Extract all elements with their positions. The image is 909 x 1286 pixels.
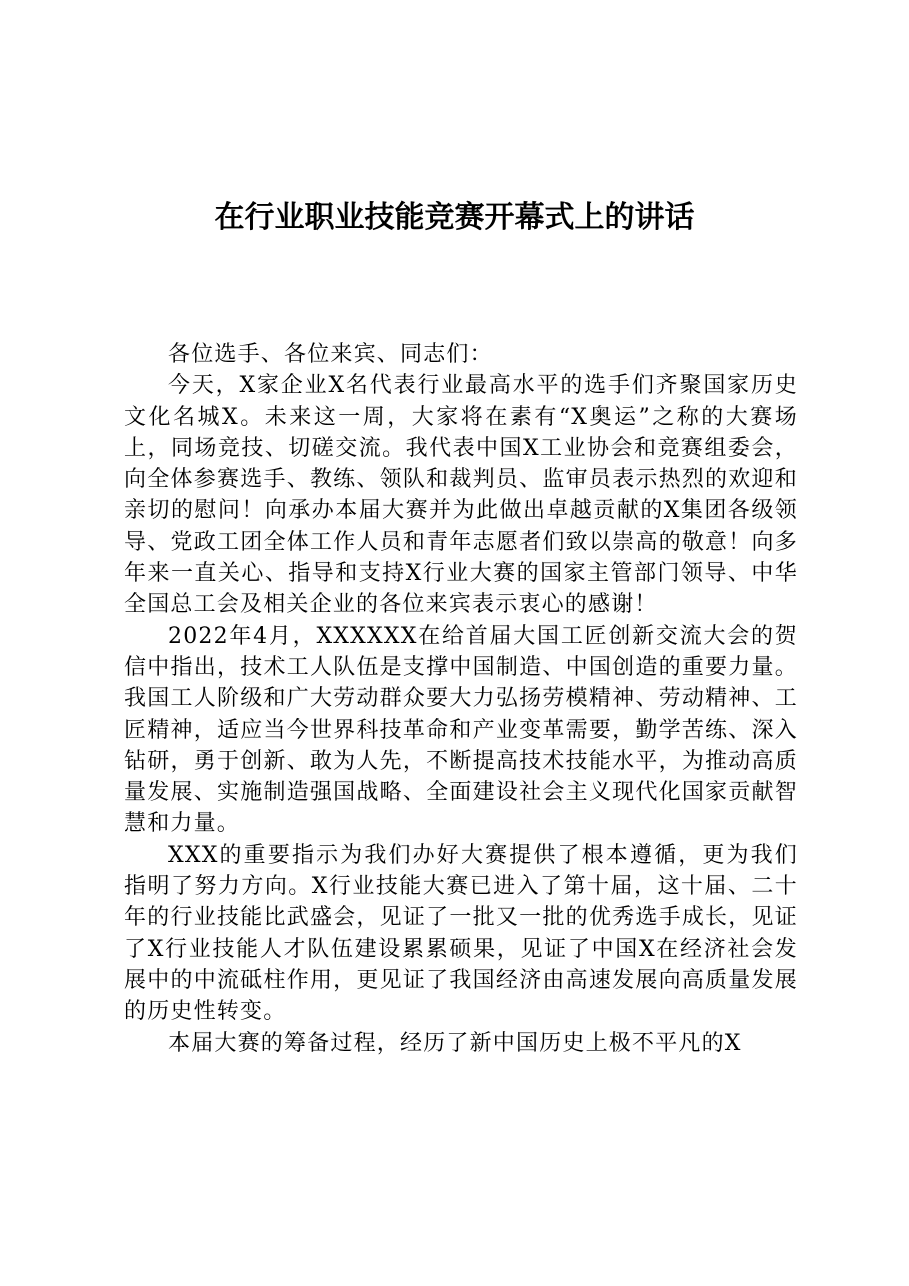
paragraph-direction: XXX的重要指示为我们办好大赛提供了根本遵循，更为我们指明了努力方向。X行业技能大赛已进入了第十届，这十届、二十年的行业技能比武盛会，见证了一批又一批的优秀选手成长，见证了X行业技能人才队伍建设累累硕果，见证了中国X在经济社会发展中的中流砥柱作用，更见证了我国经济由高速发展向高质量发展的历史性转变。 [124,842,798,1025]
paragraph-instruction: 2022年4月，XXXXXX在给首届大国工匠创新交流大会的贺信中指出，技术工人队伍是支撑中国制造、中国创造的重要力量。我国工人阶级和广大劳动群众要大力弘扬劳模精神、劳动精神、工匠精神，适应当今世界科技革命和产业变革需要，勤学苦练、深入钻研，勇于创新、敢为人先，不断提高技术技能水平，为推动高质量发展、实施制造强国战略、全面建设社会主义现代化国家贡献智慧和力量。 [124,623,798,837]
paragraph-welcome: 今天，X家企业X名代表行业最高水平的选手们齐聚国家历史文化名城X。未来这一周，大家将在素有“X奥运”之称的大赛场上，同场竞技、切磋交流。我代表中国X工业协会和竞赛组委会，向全体参赛选手、教练、领队和裁判员、监审员表示热烈的欢迎和亲切的慰问！向承办本届大赛并为此做出卓越贡献的X集团各级领导、党政工团全体工作人员和青年志愿者们致以崇高的敬意！向多年来一直关心、指导和支持X行业大赛的国家主管部门领导、中华全国总工会及相关企业的各位来宾表示衷心的感谢！ [124,373,798,618]
document-title: 在行业职业技能竞赛开幕式上的讲话 [214,200,695,235]
paragraph-greeting: 各位选手、各位来宾、同志们： [168,342,493,367]
paragraph-preparation: 本届大赛的筹备过程，经历了新中国历史上极不平凡的X [168,1030,742,1056]
document-body [124,339,798,1059]
